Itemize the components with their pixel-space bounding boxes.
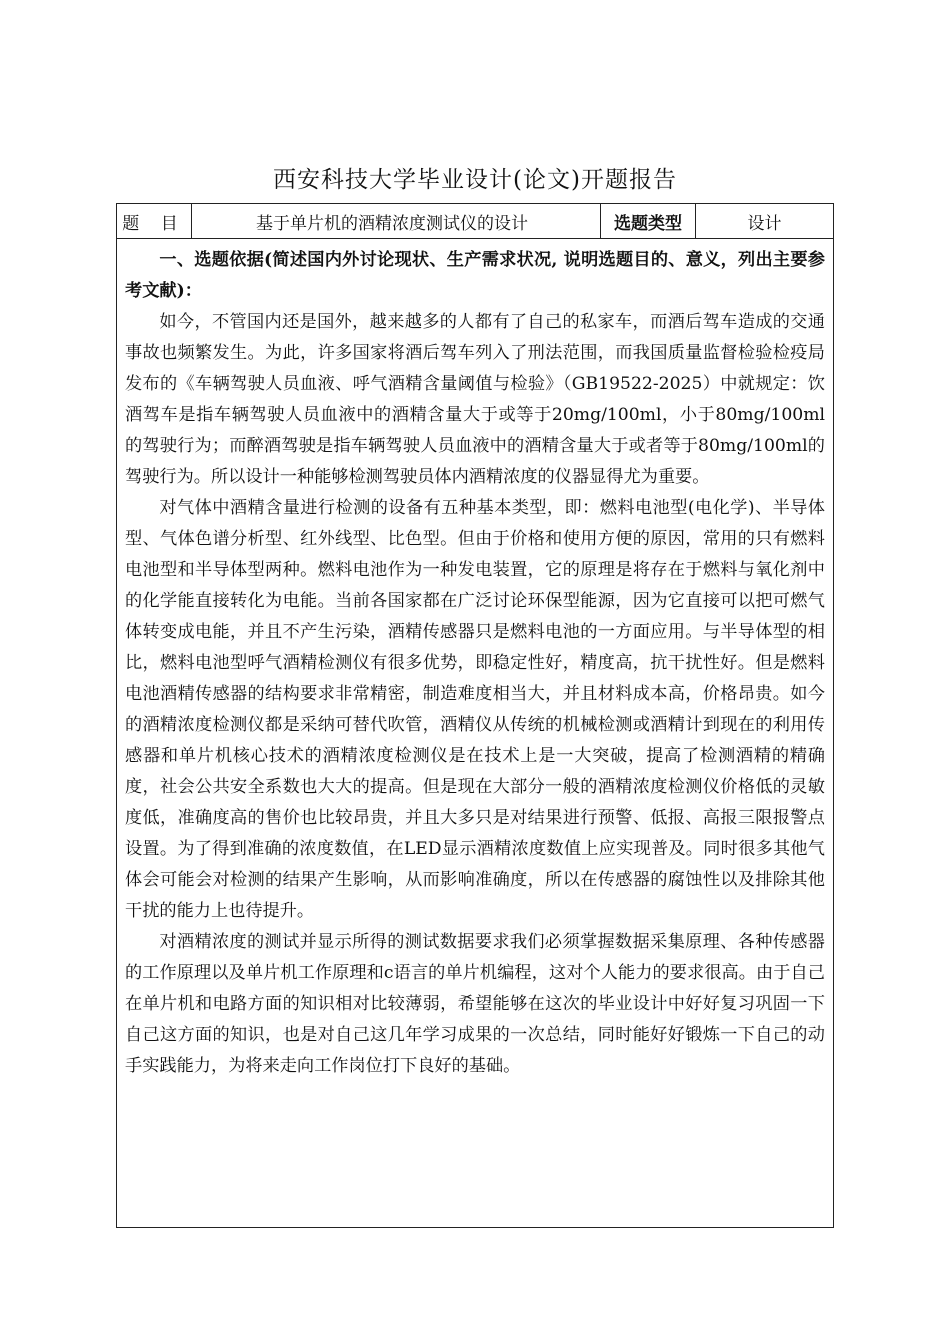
content-area [117, 239, 833, 1082]
paragraph-1: 如今，不管国内还是国外，越来越多的人都有了自己的私家车，而酒后驾车造成的交通事故也频繁发生。为此，许多国家将酒后驾车列入了刑法范围，而我国质量监督检验检疫局发布的《车辆驾驶人员血液、呼气酒精含量阈值与检验》（GB19522-2025）中就规定：饮酒驾车是指车辆驾驶人员血液中的酒精含量大于或等于20mg/100ml，小于80mg/100ml的驾驶行为；而醉酒驾驶是指车辆驾驶人员血液中的酒精含量大于或者等于80mg/100ml的驾驶行为。所以设计一种能够检测驾驶员体内酒精浓度的仪器显得尤为重要。 [125, 312, 825, 487]
paragraph-3: 对酒精浓度的测试并显示所得的测试数据要求我们必须掌握数据采集原理、各种传感器的工作原理以及单片机工作原理和c语言的单片机编程，这对个人能力的要求很高。由于自己在单片机和电路方面的知识相对比较薄弱，希望能够在这次的毕业设计中好好复习巩固一下自己这方面的知识，也是对自己这几年学习成果的一次总结，同时能好好锻炼一下自己的动手实践能力，为将来走向工作岗位打下良好的基础。 [125, 932, 825, 1076]
header-row [117, 204, 833, 239]
topic-value: 基于单片机的酒精浓度测试仪的设计 [192, 204, 601, 238]
type-label: 选题类型 [601, 204, 696, 238]
report-table [116, 203, 834, 1228]
document-title: 西安科技大学毕业设计(论文)开题报告 [273, 167, 677, 193]
topic-label: 题 目 [117, 204, 192, 238]
paragraph-2: 对气体中酒精含量进行检测的设备有五种基本类型，即：燃料电池型(电化学)、半导体型、气体色谱分析型、红外线型、比色型。但由于价格和使用方便的原因，常用的只有燃料电池型和半导体型两种。燃料电池作为一种发电装置，它的原理是将存在于燃料与氧化剂中的化学能直接转化为电能。当前各国家都在广泛讨论环保型能源，因为它直接可以把可燃气体转变成电能，并且不产生污染，酒精传感器只是燃料电池的一方面应用。与半导体型的相比，燃料电池型呼气酒精检测仪有很多优势，即稳定性好，精度高，抗干扰性好。但是燃料电池酒精传感器的结构要求非常精密，制造难度相当大，并且材料成本高，价格昂贵。如今的酒精浓度检测仪都是采纳可替代吹管，酒精仪从传统的机械检测或酒精计到现在的利用传感器和单片机核心技术的酒精浓度检测仪是在技术上是一大突破，提高了检测酒精的精确度，社会公共安全系数也大大的提高。但是现在大部分一般的酒精浓度检测仪价格低的灵敏度低，准确度高的售价也比较昂贵，并且大多只是对结果进行预警、低报、高报三限报警点设置。为了得到准确的浓度数值，在LED显示酒精浓度数值上应实现普及。同时很多其他气体会可能会对检测的结果产生影响，从而影响准确度，所以在传感器的腐蚀性以及排除其他干扰的能力上也待提升。 [125, 498, 825, 921]
section-heading: 一、选题依据(简述国内外讨论现状、生产需求状况, 说明选题目的、意义，列出主要参考文献)： [125, 250, 825, 301]
type-value: 设计 [747, 213, 782, 234]
